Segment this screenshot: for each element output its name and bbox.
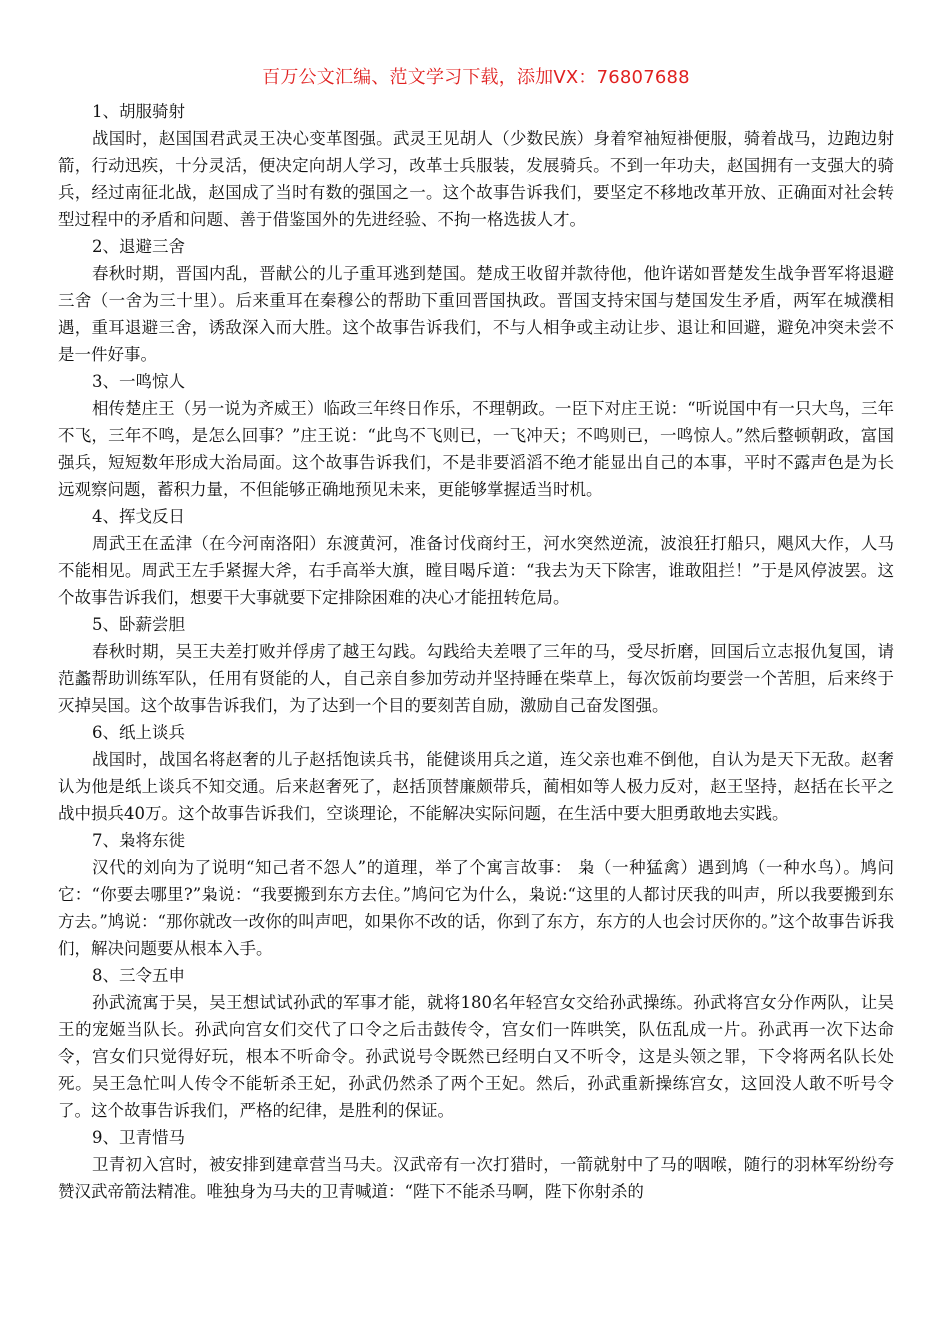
story-body: 相传楚庄王（另一说为齐威王）临政三年终日作乐，不理朝政。一臣下对庄王说：“听说国中有一只大鸟，三年不飞，三年不鸣，是怎么回事？”庄王说：“此鸟不飞则已，一飞冲天；不鸣则已，一鸣惊人。”然后整顿朝政，富国强兵，短短数年形成大治局面。这个故事告诉我们，不是非要滔滔不绝才能显出自己的本事，平时不露声色是为长远观察问题，蓄积力量，不但能够正确地预见未来，更能够掌握适当时机。 <box>58 399 894 499</box>
story-7 <box>58 827 894 962</box>
story-9 <box>58 1124 894 1205</box>
story-4 <box>58 503 894 611</box>
story-title: 9、卫青惜马 <box>92 1128 185 1147</box>
story-body: 周武王在孟津（在今河南洛阳）东渡黄河，准备讨伐商纣王，河水突然逆流，波浪狂打船只，飓风大作，人马不能相见。周武王左手紧握大斧，右手高举大旗，瞠目喝斥道：“我去为天下除害，谁敢阻拦！”于是风停波罢。这个故事告诉我们，想要干大事就要下定排除困难的决心才能扭转危局。 <box>58 534 894 607</box>
story-1 <box>58 98 894 233</box>
story-title: 2、退避三舍 <box>92 237 185 256</box>
story-title: 5、卧薪尝胆 <box>92 615 185 634</box>
story-title: 3、一鸣惊人 <box>92 372 185 391</box>
story-title: 7、枭将东徙 <box>92 831 185 850</box>
story-6 <box>58 719 894 827</box>
story-body: 汉代的刘向为了说明“知己者不怨人”的道理，举了个寓言故事： 枭（一种猛禽）遇到鸠（一种水鸟）。鸠问它：“你要去哪里?”枭说：“我要搬到东方去住。”鸠问它为什么，枭说:“这里的人都讨厌我的叫声，所以我要搬到东方去。”鸠说：“那你就改一改你的叫声吧，如果你不改的话，你到了东方，东方的人也会讨厌你的。”这个故事告诉我们，解决问题要从根本入手。 <box>58 858 894 958</box>
story-2 <box>58 233 894 368</box>
story-title: 4、挥戈反日 <box>92 507 185 526</box>
story-body: 春秋时期，晋国内乱，晋献公的儿子重耳逃到楚国。楚成王收留并款待他，他许诺如晋楚发生战争晋军将退避三舍（一舍为三十里）。后来重耳在秦穆公的帮助下重回晋国执政。晋国支持宋国与楚国发生矛盾，两军在城濮相遇，重耳退避三舍，诱敌深入而大胜。这个故事告诉我们，不与人相争或主动让步、退让和回避，避免冲突未尝不是一件好事。 <box>58 264 894 364</box>
story-title: 6、纸上谈兵 <box>92 723 185 742</box>
story-body: 春秋时期，吴王夫差打败并俘虏了越王勾践。勾践给夫差喂了三年的马，受尽折磨，回国后立志报仇复国，请范蠡帮助训练军队，任用有贤能的人，自己亲自参加劳动并坚持睡在柴草上，每次饭前均要尝一个苦胆，后来终于灭掉吴国。这个故事告诉我们，为了达到一个目的要刻苦自励，激励自己奋发图强。 <box>58 642 894 715</box>
story-5 <box>58 611 894 719</box>
story-body: 卫青初入宫时，被安排到建章营当马夫。汉武帝有一次打猎时，一箭就射中了马的咽喉，随行的羽林军纷纷夸赞汉武帝箭法精准。唯独身为马夫的卫青喊道：“陛下不能杀马啊，陛下你射杀的 <box>58 1155 894 1201</box>
story-body: 战国时，战国名将赵奢的儿子赵括饱读兵书，能健谈用兵之道，连父亲也难不倒他，自认为是天下无敌。赵奢认为他是纸上谈兵不知交通。后来赵奢死了，赵括顶替廉颇带兵，蔺相如等人极力反对，赵王坚持，赵括在长平之战中损兵40万。这个故事告诉我们，空谈理论，不能解决实际问题，在生活中要大胆勇敢地去实践。 <box>58 750 894 823</box>
promo-banner: 百万公文汇编、范文学习下载，添加VX：76807688 <box>262 67 690 88</box>
story-title: 1、胡服骑射 <box>92 102 185 121</box>
story-body: 战国时，赵国国君武灵王决心变革图强。武灵王见胡人（少数民族）身着窄袖短褂便服，骑着战马，边跑边射箭，行动迅疾，十分灵活，便决定向胡人学习，改革士兵服装，发展骑兵。不到一年功夫，赵国拥有一支强大的骑兵，经过南征北战，赵国成了当时有数的强国之一。这个故事告诉我们，要坚定不移地改革开放、正确面对社会转型过程中的矛盾和问题、善于借鉴国外的先进经验、不拘一格选拔人才。 <box>58 129 894 229</box>
story-8 <box>58 962 894 1124</box>
story-body: 孙武流寓于吴，吴王想试试孙武的军事才能，就将180名年轻宫女交给孙武操练。孙武将宫女分作两队，让吴王的宠姬当队长。孙武向宫女们交代了口令之后击鼓传令，宫女们一阵哄笑，队伍乱成一片。孙武再一次下达命令，宫女们只觉得好玩，根本不听命令。孙武说号令既然已经明白又不听令，这是头领之罪，下令将两名队长处死。吴王急忙叫人传令不能斩杀王妃，孙武仍然杀了两个王妃。然后，孙武重新操练宫女，这回没人敢不听号令了。这个故事告诉我们，严格的纪律，是胜利的保证。 <box>58 993 894 1120</box>
document-page <box>58 64 894 1205</box>
story-title: 8、三令五申 <box>92 966 185 985</box>
story-3 <box>58 368 894 503</box>
